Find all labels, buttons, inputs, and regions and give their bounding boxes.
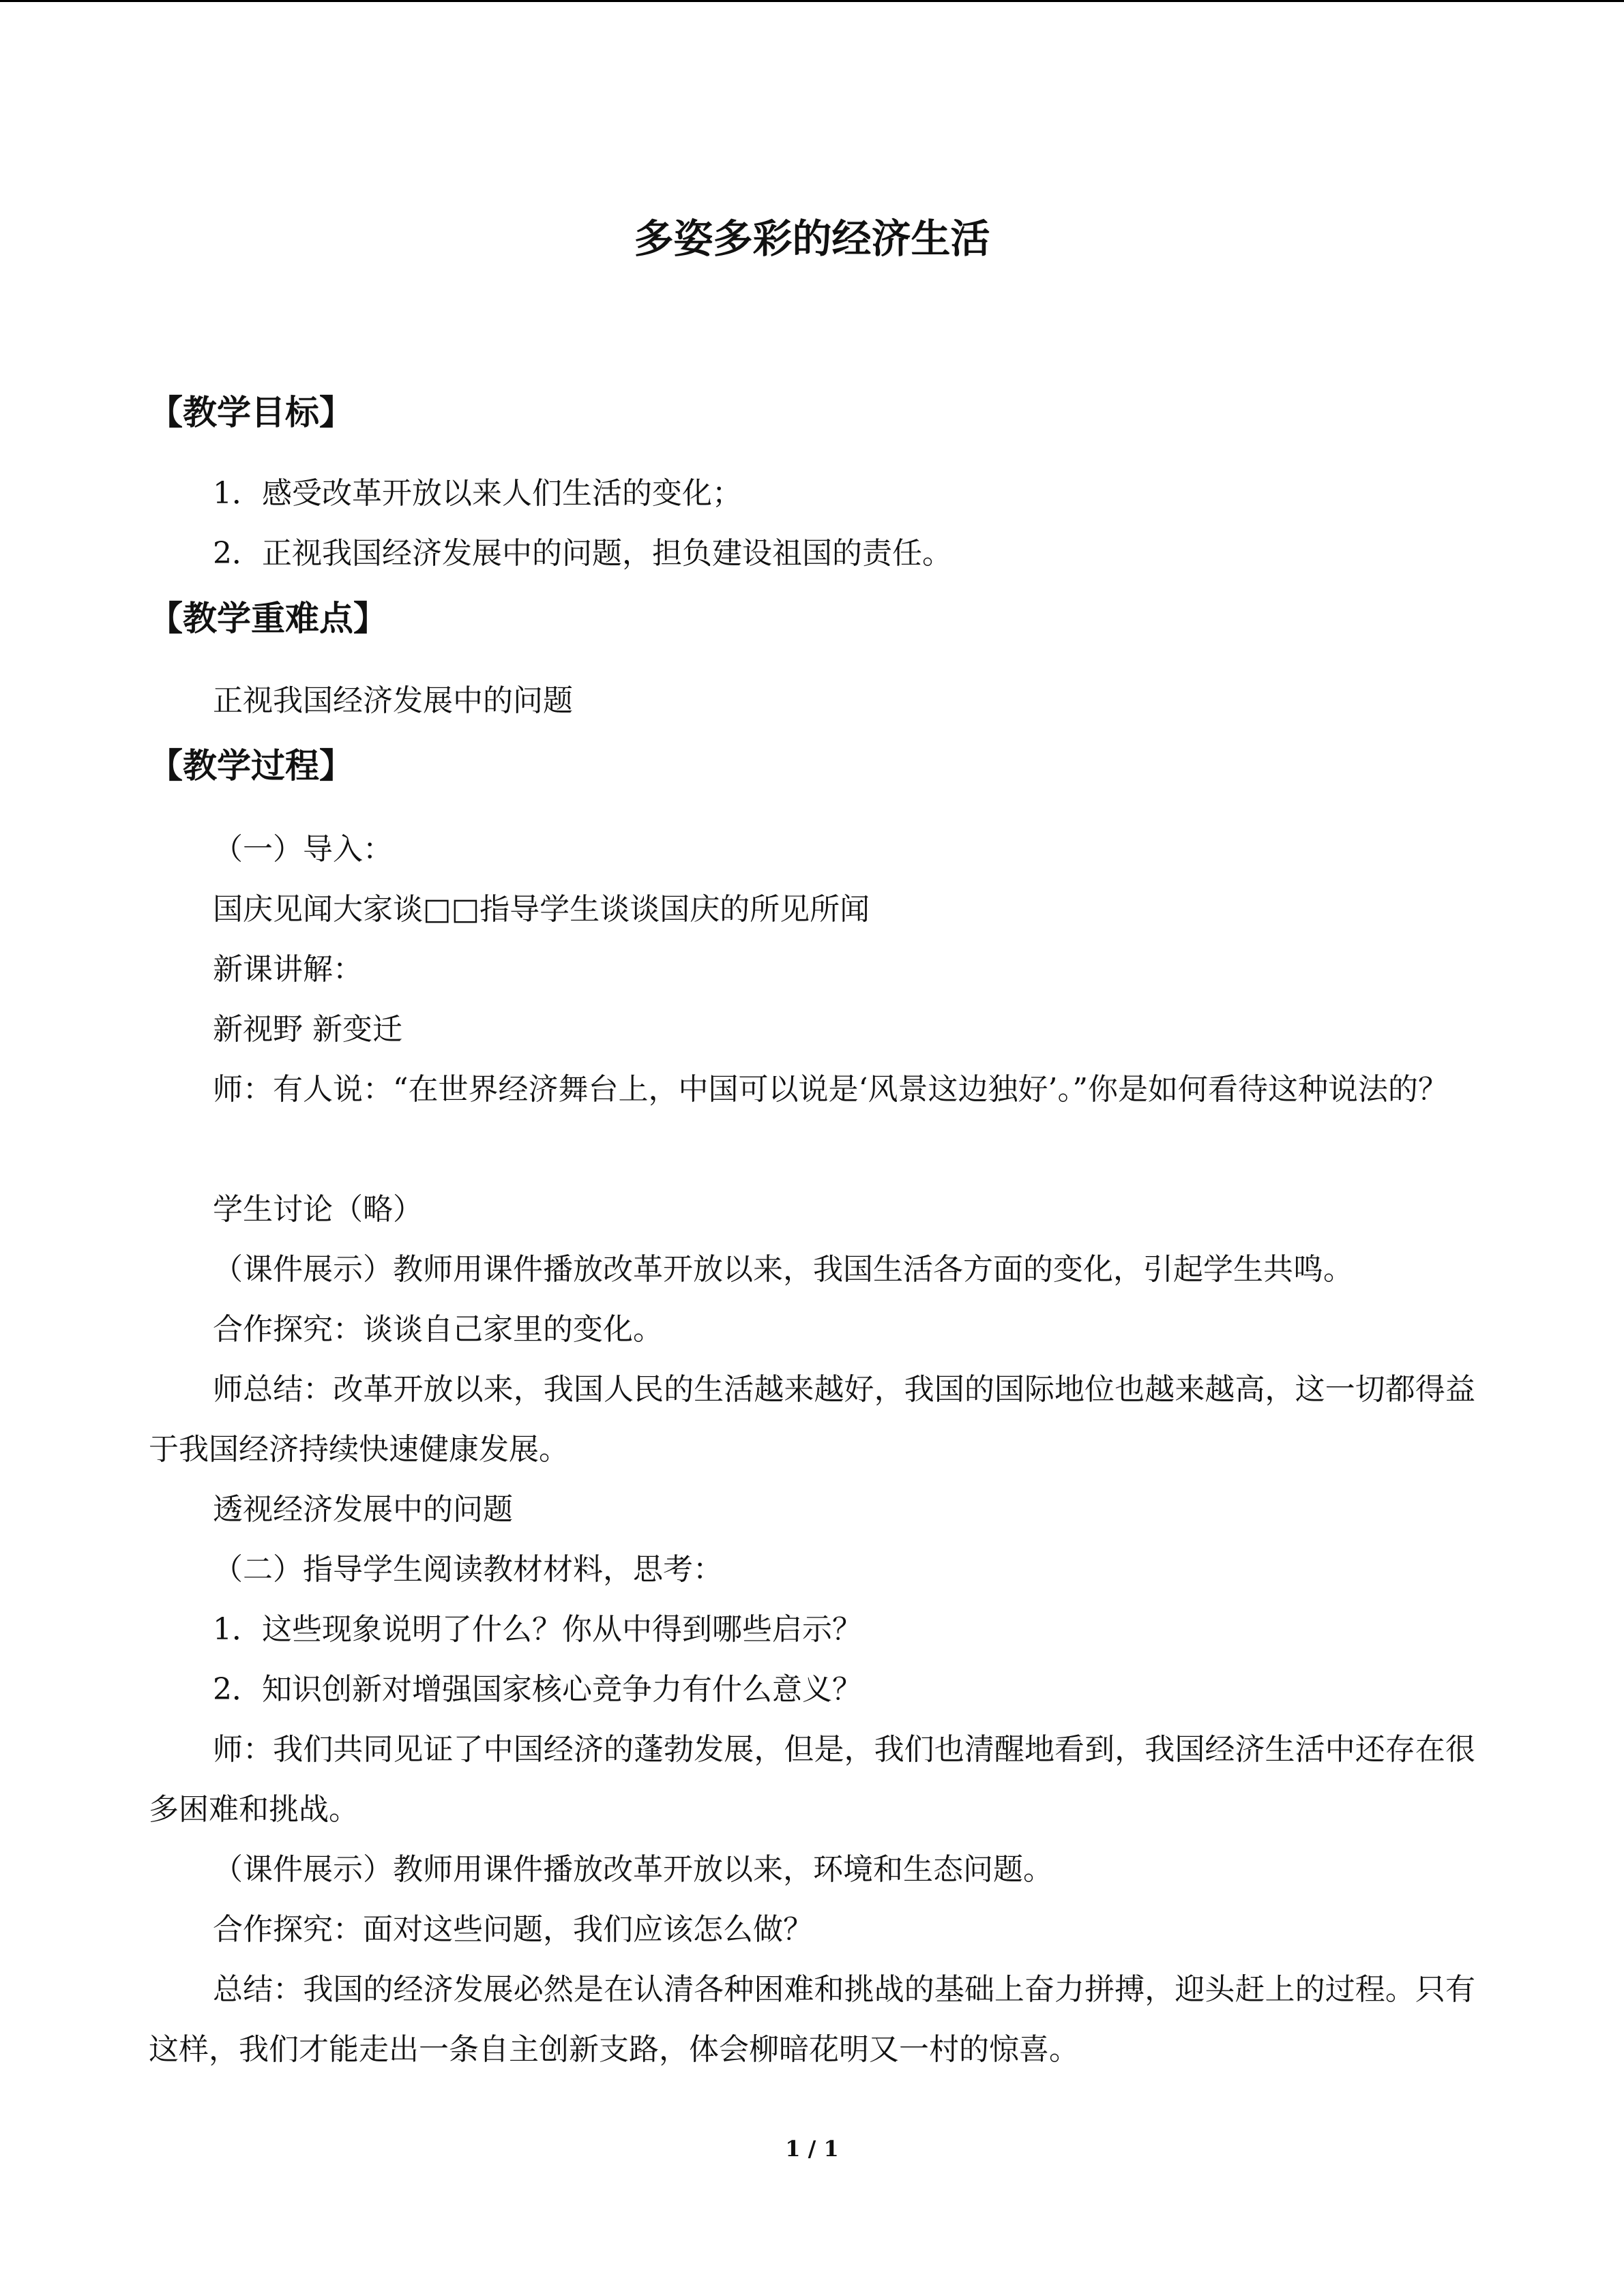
- process-paragraph: 合作探究：面对这些问题，我们应该怎么做？: [213, 1912, 813, 1947]
- key-point-text: 正视我国经济发展中的问题: [213, 683, 573, 718]
- process-paragraph: （二）指导学生阅读教材材料，思考：: [213, 1552, 723, 1587]
- process-paragraph: （一）导入：: [213, 832, 393, 867]
- process-paragraph: 国庆见闻大家谈□□指导学生谈谈国庆的所见所闻: [213, 892, 870, 927]
- process-paragraph: 总结：我国的经济发展必然是在认清各种困难和挑战的基础上奋力拼搏，迎头赶上的过程。只有这样，我们才能走出一条自主创新支路，体会柳暗花明又一村的惊喜。: [149, 1972, 1475, 2067]
- section-heading-objectives: 【教学目标】: [149, 393, 353, 432]
- process-paragraph: （课件展示）教师用课件播放改革开放以来，环境和生态问题。: [213, 1852, 1053, 1887]
- process-paragraph: 1．这些现象说明了什么？你从中得到哪些启示？: [213, 1612, 862, 1647]
- process-paragraph: （课件展示）教师用课件播放改革开放以来，我国生活各方面的变化，引起学生共鸣。: [213, 1252, 1353, 1287]
- process-paragraph: 合作探究：谈谈自己家里的变化。: [213, 1312, 663, 1347]
- document-page: [149, 0, 1475, 2296]
- process-paragraph: 师总结：改革开放以来，我国人民的生活越来越好，我国的国际地位也越来越高，这一切都得益于我国经济持续快速健康发展。: [149, 1372, 1475, 1467]
- process-paragraph: 透视经济发展中的问题: [213, 1492, 513, 1527]
- page-number: 1 / 1: [785, 2136, 839, 2162]
- process-paragraph: 新视野 新变迁: [213, 1012, 402, 1047]
- process-paragraph: 学生讨论（略）: [213, 1192, 423, 1227]
- process-paragraph: 2．知识创新对增强国家核心竞争力有什么意义？: [213, 1672, 862, 1707]
- objective-item-2: 2．正视我国经济发展中的问题，担负建设祖国的责任。: [213, 536, 952, 571]
- process-paragraph: 师：我们共同见证了中国经济的蓬勃发展，但是，我们也清醒地看到，我国经济生活中还存在很多困难和挑战。: [149, 1732, 1475, 1827]
- process-paragraph: 新课讲解：: [213, 952, 363, 987]
- section-heading-process: 【教学过程】: [149, 746, 353, 786]
- objective-item-1: 1．感受改革开放以来人们生活的变化；: [213, 476, 742, 511]
- process-paragraph: 师：有人说：“在世界经济舞台上，中国可以说是‘风景这边独好’。”你是如何看待这种说法的？: [213, 1072, 1448, 1107]
- section-heading-key-points: 【教学重难点】: [149, 599, 387, 638]
- document-title: 多姿多彩的经济生活: [634, 215, 990, 262]
